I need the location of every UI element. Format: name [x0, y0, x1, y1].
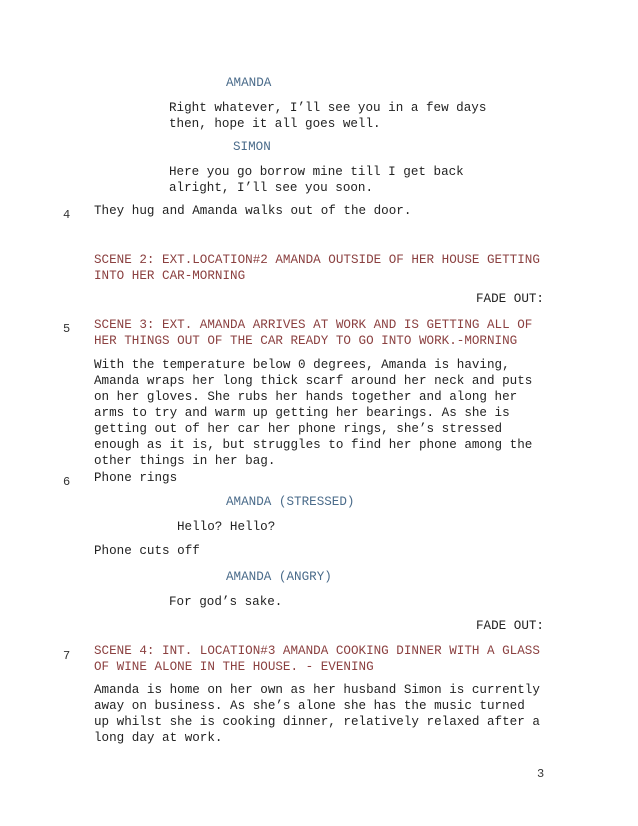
action-line: With the temperature below 0 degrees, Amanda is having,	[94, 358, 510, 372]
character-name-amanda-stressed: AMANDA (STRESSED)	[226, 495, 355, 509]
action-line: They hug and Amanda walks out of the door.	[94, 204, 412, 218]
action-line: long day at work.	[94, 731, 223, 745]
character-name-amanda: AMANDA	[226, 76, 272, 90]
scene-heading: OF WINE ALONE IN THE HOUSE. - EVENING	[94, 660, 374, 674]
action-line: away on business. As she’s alone she has the music turned	[94, 699, 525, 713]
action-line: up whilst she is cooking dinner, relatively relaxed after a	[94, 715, 540, 729]
action-line: enough as it is, but struggles to find her phone among the	[94, 438, 533, 452]
page-number: 3	[537, 767, 545, 781]
dialogue-line: For god’s sake.	[169, 595, 283, 609]
scene-heading: SCENE 4: INT. LOCATION#3 AMANDA COOKING DINNER WITH A GLASS	[94, 644, 540, 658]
transition-fade-out: FADE OUT:	[475, 619, 544, 633]
character-name-amanda-angry: AMANDA (ANGRY)	[226, 570, 332, 584]
dialogue-line: Right whatever, I’ll see you in a few days	[169, 101, 487, 115]
dialogue-line: Here you go borrow mine till I get back	[169, 165, 464, 179]
scene-number: 5	[63, 322, 71, 336]
scene-number: 4	[63, 208, 71, 222]
action-line: on her gloves. She rubs her hands together and along her	[94, 390, 518, 404]
action-line: Amanda wraps her long thick scarf around her neck and puts	[94, 374, 533, 388]
scene-number: 6	[63, 475, 71, 489]
action-line: Phone cuts off	[94, 544, 200, 558]
action-line: arms to try and warm up getting her bearings. As she is	[94, 406, 510, 420]
action-line: other things in her bag.	[94, 454, 276, 468]
action-line: Phone rings	[94, 471, 178, 485]
action-line: Amanda is home on her own as her husband Simon is currently	[94, 683, 540, 697]
scene-heading: INTO HER CAR-MORNING	[94, 269, 246, 283]
dialogue-line: alright, I’ll see you soon.	[169, 181, 374, 195]
character-name-simon: SIMON	[233, 140, 271, 154]
scene-heading: SCENE 2: EXT.LOCATION#2 AMANDA OUTSIDE OF HER HOUSE GETTING	[94, 253, 540, 267]
action-line: getting out of her car her phone rings, she’s stressed	[94, 422, 503, 436]
dialogue-line: then, hope it all goes well.	[169, 117, 381, 131]
scene-heading: SCENE 3: EXT. AMANDA ARRIVES AT WORK AND IS GETTING ALL OF	[94, 318, 533, 332]
dialogue-line: Hello? Hello?	[177, 520, 276, 534]
scene-heading: HER THINGS OUT OF THE CAR READY TO GO INTO WORK.-MORNING	[94, 334, 518, 348]
scene-number: 7	[63, 649, 71, 663]
transition-fade-out: FADE OUT:	[475, 292, 544, 306]
